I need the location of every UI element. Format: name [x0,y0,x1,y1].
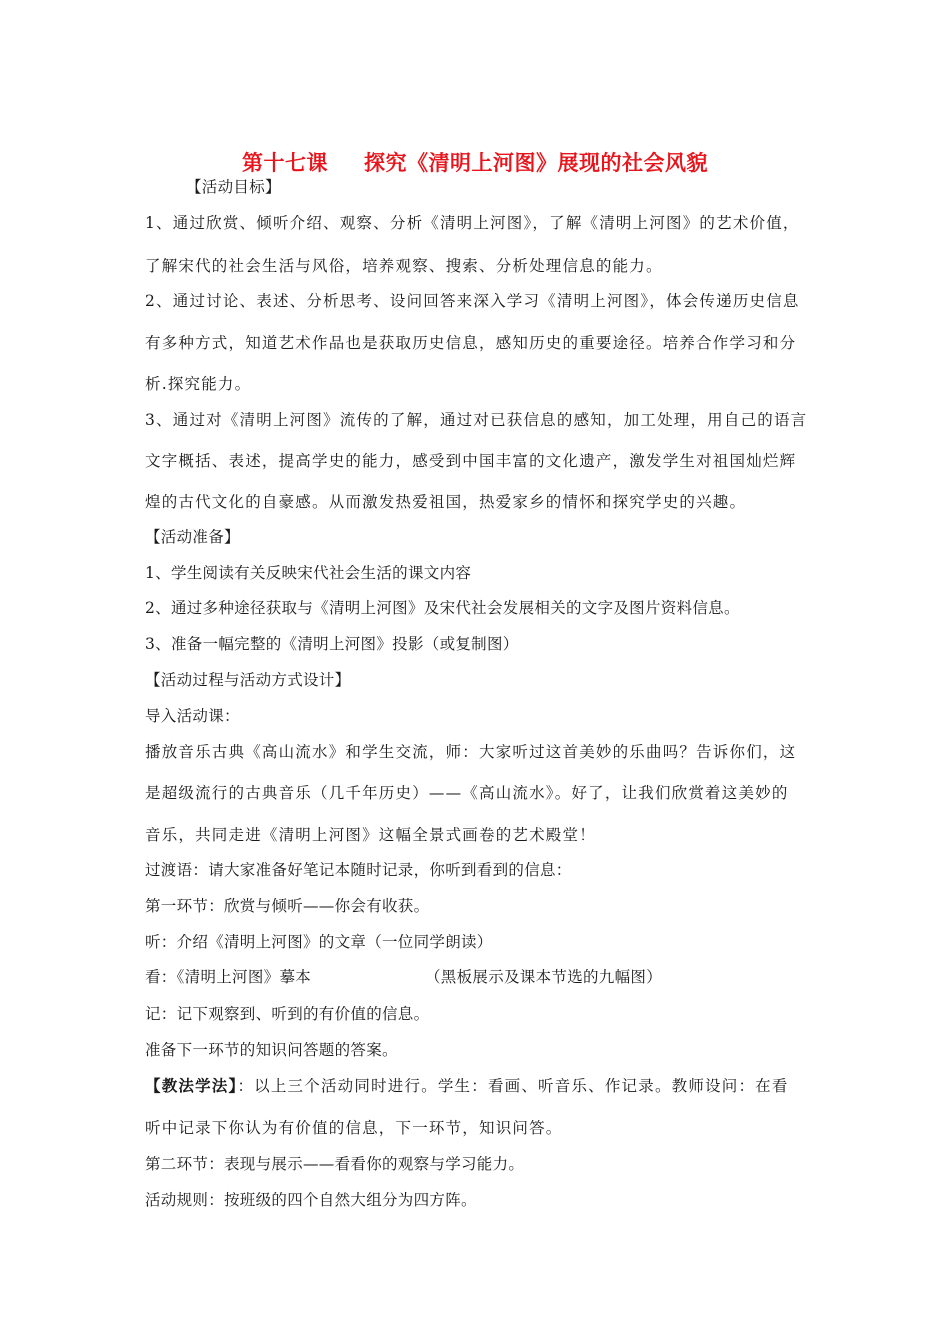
method-heading: 【教法学法】 [145,1076,238,1095]
closing-line: 活动规则：按班级的四个自然大组分为四方阵。 [145,1191,477,1209]
process-line: 记：记下观察到、听到的有价值的信息。 [145,1005,430,1023]
method-line: 听中记录下你认为有价值的信息，下一环节，知识问答。 [145,1119,563,1137]
goals-line: 析.探究能力。 [145,375,252,393]
process-line: 听：介绍《清明上河图》的文章（一位同学朗读） [145,933,493,951]
goals-line: 1、通过欣赏、倾听介绍、观察、分析《清明上河图》，了解《清明上河图》的艺术价值， [145,214,800,232]
goals-line: 文字概括、表述，提高学史的能力，感受到中国丰富的文化遗产，激发学生对祖国灿烂辉 [145,452,797,470]
lesson-title: 探究《清明上河图》展现的社会风貌 [364,151,708,175]
goals-line: 有多种方式，知道艺术作品也是获取历史信息，感知历史的重要途径。培养合作学习和分 [145,334,797,352]
document-title [0,147,950,177]
look-label: 看：《清明上河图》摹本 [145,968,312,986]
process-line: 过渡语：请大家准备好笔记本随时记录，你听到看到的信息： [145,861,572,879]
look-note: （黑板展示及课本节选的九幅图） [425,968,663,986]
process-line: 播放音乐古典《高山流水》和学生交流，师：大家听过这首美妙的乐曲吗？告诉你们，这 [145,743,797,761]
prep-heading: 【活动准备】 [145,528,240,546]
process-heading: 【活动过程与活动方式设计】 [145,671,351,689]
method-text: ：以上三个活动同时进行。学生：看画、听音乐、作记录。教师设问：在看 [237,1077,789,1095]
goals-heading: 【活动目标】 [186,178,281,196]
method-line [145,1076,815,1096]
process-line: 是超级流行的古典音乐（几千年历史）——《高山流水》。好了，让我们欣赏着这美妙的 [145,784,789,802]
closing-line: 第二环节：表现与展示——看看你的观察与学习能力。 [145,1155,525,1173]
goals-line: 3、通过对《清明上河图》流传的了解，通过对已获信息的感知，加工处理，用自己的语言 [145,411,808,429]
process-line: 准备下一环节的知识问答题的答案。 [145,1041,398,1059]
prep-line: 3、准备一幅完整的《清明上河图》投影（或复制图） [145,635,519,653]
goals-line: 煌的古代文化的自豪感。从而激发热爱祖国，热爱家乡的情怀和探究学史的兴趣。 [145,493,747,511]
prep-line: 1、学生阅读有关反映宋代社会生活的课文内容 [145,564,472,582]
process-line: 音乐，共同走进《清明上河图》这幅全景式画卷的艺术殿堂！ [145,826,596,844]
process-line: 第一环节：欣赏与倾听——你会有收获。 [145,897,430,915]
goals-line: 2、通过讨论、表述、分析思考、设问回答来深入学习《清明上河图》，体会传递历史信息 [145,292,800,310]
prep-line: 2、通过多种途径获取与《清明上河图》及宋代社会发展相关的文字及图片资料信息。 [145,599,740,617]
process-line: 导入活动课： [145,707,240,725]
goals-line: 了解宋代的社会生活与风俗，培养观察、搜索、分析处理信息的能力。 [145,257,663,275]
lesson-number: 第十七课 [242,151,328,175]
look-line [145,967,815,987]
